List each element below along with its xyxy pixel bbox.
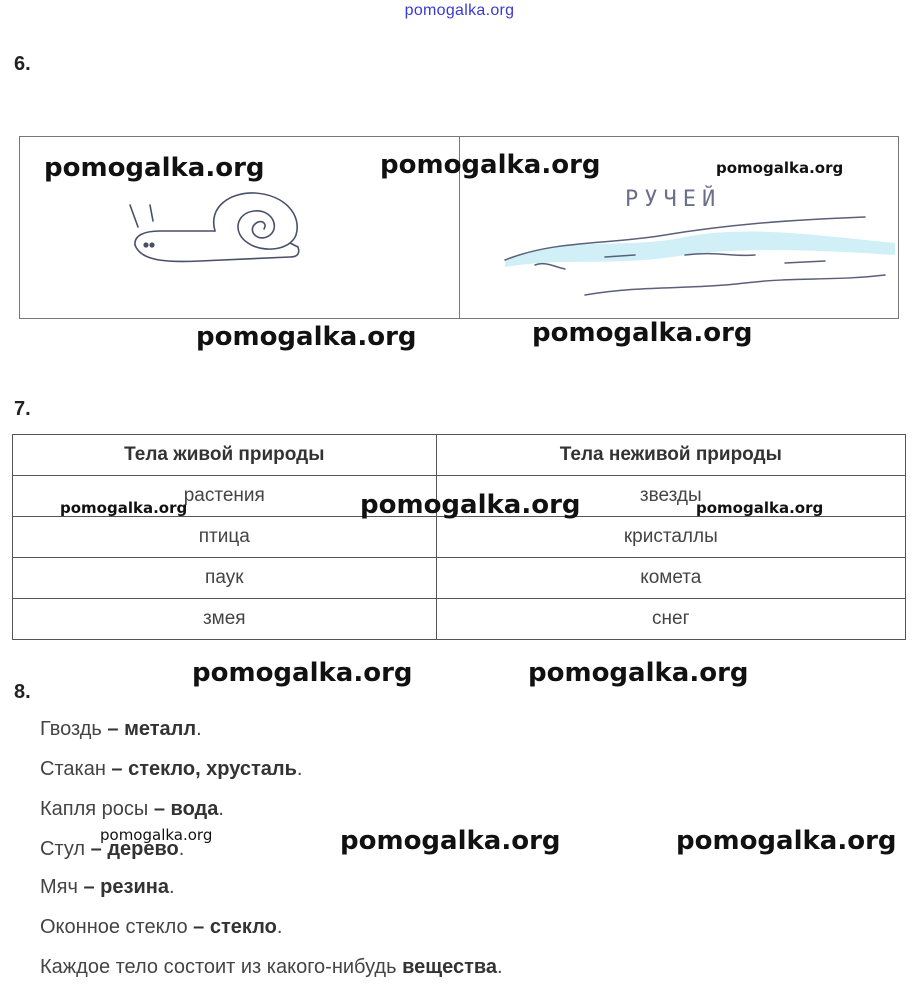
material-line: Гвоздь – металл. <box>40 718 202 740</box>
watermark: pomogalka.org <box>340 826 561 856</box>
watermark: pomogalka.org <box>532 318 753 348</box>
living-cell: паук <box>13 558 437 599</box>
table-row <box>13 599 906 640</box>
watermark: pomogalka.org <box>380 150 601 180</box>
watermark: pomogalka.org <box>196 322 417 352</box>
living-cell: змея <box>13 599 437 640</box>
watermark: pomogalka.org <box>192 658 413 688</box>
watermark: pomogalka.org <box>528 658 749 688</box>
task-8-number: 8. <box>14 681 31 703</box>
column-header-nonliving: Тела неживой природы <box>436 435 905 476</box>
material-line: Стакан – стекло, хрусталь. <box>40 758 303 780</box>
watermark: pomogalka.org <box>60 499 188 517</box>
table-header-row <box>13 435 906 476</box>
watermark: pomogalka.org <box>676 826 897 856</box>
column-header-living: Тела живой природы <box>13 435 437 476</box>
material-line: Стул – дерево. <box>40 838 185 860</box>
table-row <box>13 517 906 558</box>
stream-caption: РУЧЕЙ <box>625 187 722 212</box>
material-line: Капля росы – вода. <box>40 798 224 820</box>
table-row <box>13 558 906 599</box>
watermark: pomogalka.org <box>100 826 213 844</box>
stream-drawing <box>485 205 900 305</box>
nonliving-cell: звезды <box>436 476 905 517</box>
watermark: pomogalka.org <box>716 159 844 177</box>
snail-drawing <box>120 187 310 272</box>
nonliving-cell: снег <box>436 599 905 640</box>
living-cell: птица <box>13 517 437 558</box>
task-6-number: 6. <box>14 53 31 75</box>
living-cell: растения <box>13 476 437 517</box>
material-line: Мяч – резина. <box>40 876 175 898</box>
nonliving-cell: комета <box>436 558 905 599</box>
nature-bodies-table <box>12 434 906 640</box>
site-link[interactable]: pomogalka.org <box>404 2 515 19</box>
task-7-number: 7. <box>14 398 31 420</box>
material-line: Оконное стекло – стекло. <box>40 916 283 938</box>
nonliving-cell: кристаллы <box>436 517 905 558</box>
watermark: pomogalka.org <box>44 153 265 183</box>
conclusion-line: Каждое тело состоит из какого-нибудь вещества. <box>40 956 503 978</box>
watermark: pomogalka.org <box>696 499 824 517</box>
watermark: pomogalka.org <box>360 490 581 520</box>
